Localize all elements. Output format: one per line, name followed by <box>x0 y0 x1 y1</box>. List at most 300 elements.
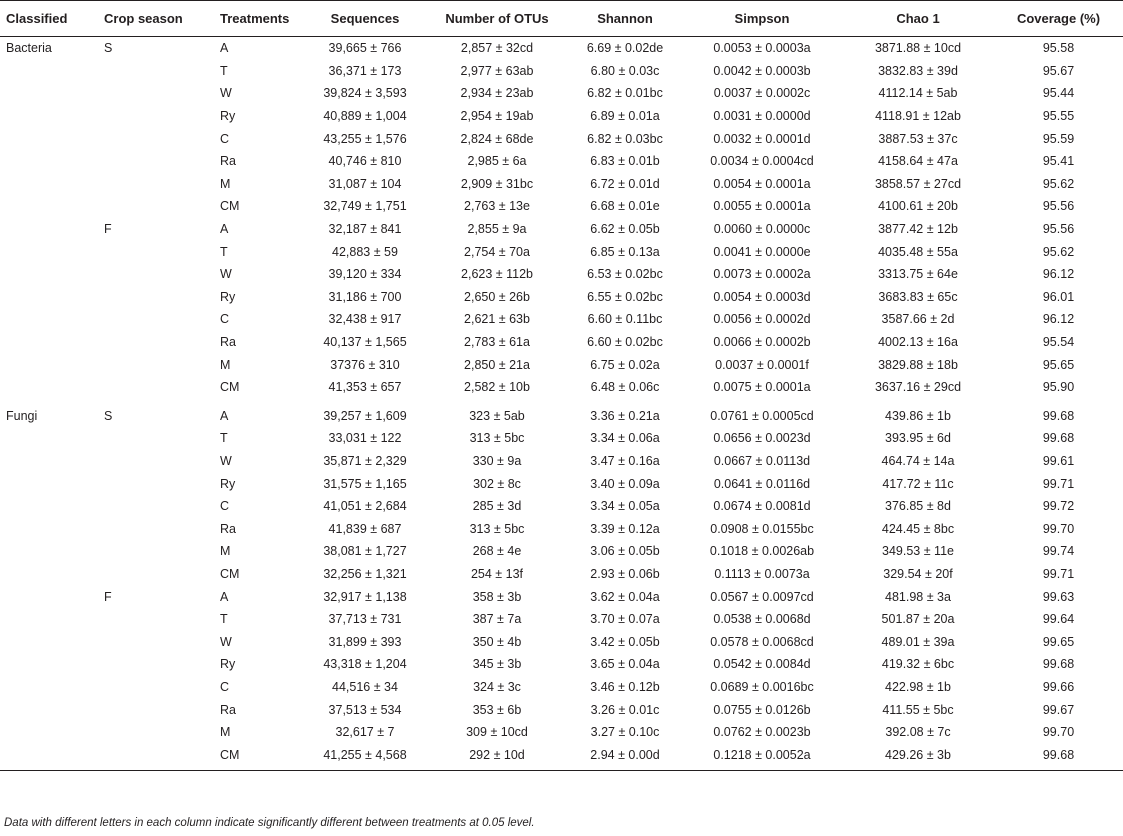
table-row <box>0 608 1123 631</box>
cell-classified <box>0 218 98 241</box>
cell-treatment: CM <box>220 566 240 581</box>
cell-otus: 2,824 ± 68de <box>460 131 534 146</box>
cell-shannon: 6.85 ± 0.13a <box>590 244 660 259</box>
cell-simpson: 0.0908 ± 0.0155bc <box>710 521 814 536</box>
cell-classified <box>0 450 98 473</box>
cell-otus: 350 ± 4b <box>472 634 522 649</box>
cell-treatment: M <box>220 725 231 740</box>
cell-classified <box>0 585 98 608</box>
cell-shannon: 6.68 ± 0.01e <box>590 199 660 214</box>
table-row <box>0 517 1123 540</box>
cell-sequences: 39,120 ± 334 <box>328 267 402 282</box>
cell-crop-season <box>98 127 214 150</box>
cell-otus: 323 ± 5ab <box>469 408 525 423</box>
cell-classified <box>0 150 98 173</box>
cell-simpson: 0.0538 ± 0.0068d <box>713 612 811 627</box>
cell-shannon: 6.55 ± 0.02bc <box>587 289 663 304</box>
cell-crop-season <box>98 263 214 286</box>
cell-chao1: 393.95 ± 6d <box>885 431 951 446</box>
cell-chao1: 411.55 ± 5bc <box>882 702 954 717</box>
cell-classified <box>0 743 98 770</box>
cell-treatment: M <box>220 176 231 191</box>
cell-coverage: 99.68 <box>1042 408 1075 423</box>
cell-crop-season <box>98 698 214 721</box>
table-row <box>0 263 1123 286</box>
cell-otus: 2,650 ± 26b <box>464 289 530 304</box>
cell-shannon: 6.62 ± 0.05b <box>590 222 660 237</box>
cell-crop-season <box>98 472 214 495</box>
cell-simpson: 0.0762 ± 0.0023b <box>713 725 811 740</box>
cell-classified <box>0 517 98 540</box>
cell-classified <box>0 608 98 631</box>
cell-coverage: 95.62 <box>1042 176 1075 191</box>
cell-crop-season <box>98 630 214 653</box>
cell-otus: 330 ± 9a <box>472 453 522 468</box>
cell-otus: 2,850 ± 21a <box>464 357 530 372</box>
cell-shannon: 3.62 ± 0.04a <box>590 589 660 604</box>
cell-crop-season <box>98 676 214 699</box>
cell-treatment: T <box>220 612 228 627</box>
cell-shannon: 3.26 ± 0.01c <box>590 702 660 717</box>
cell-sequences: 33,031 ± 122 <box>328 431 402 446</box>
cell-sequences: 31,087 ± 104 <box>328 176 402 191</box>
cell-otus: 353 ± 6b <box>472 702 522 717</box>
cell-otus: 345 ± 3b <box>472 657 522 672</box>
cell-simpson: 0.0037 ± 0.0002c <box>713 86 811 101</box>
cell-otus: 309 ± 10cd <box>466 725 528 740</box>
cell-crop-season <box>98 517 214 540</box>
cell-coverage: 99.67 <box>1042 702 1075 717</box>
cell-simpson: 0.0066 ± 0.0002b <box>713 335 811 350</box>
cell-treatment: Ra <box>220 335 236 350</box>
table-row <box>0 240 1123 263</box>
cell-shannon: 3.36 ± 0.21a <box>590 408 660 423</box>
cell-treatment: Ry <box>220 657 236 672</box>
cell-otus: 324 ± 3c <box>473 679 521 694</box>
table-row <box>0 585 1123 608</box>
cell-shannon: 3.27 ± 0.10c <box>590 725 660 740</box>
cell-coverage: 95.44 <box>1042 86 1075 101</box>
cell-sequences: 40,746 ± 810 <box>328 154 402 169</box>
cell-otus: 254 ± 13f <box>470 566 524 581</box>
cell-simpson: 0.0755 ± 0.0126b <box>713 702 811 717</box>
table-row <box>0 630 1123 653</box>
table-row <box>0 563 1123 586</box>
cell-otus: 285 ± 3d <box>472 499 522 514</box>
cell-otus: 387 ± 7a <box>472 612 522 627</box>
cell-simpson: 0.0689 ± 0.0016bc <box>710 679 814 694</box>
cell-coverage: 95.58 <box>1042 41 1075 56</box>
cell-treatment: M <box>220 357 231 372</box>
table-row <box>0 127 1123 150</box>
cell-crop-season <box>98 427 214 450</box>
cell-crop-season <box>98 495 214 518</box>
cell-otus: 313 ± 5bc <box>469 521 525 536</box>
cell-sequences: 31,899 ± 393 <box>328 634 402 649</box>
cell-simpson: 0.0037 ± 0.0001f <box>715 357 809 372</box>
cell-sequences: 41,255 ± 4,568 <box>304 743 426 770</box>
cell-treatment: A <box>220 41 229 56</box>
cell-simpson: 0.0042 ± 0.0003b <box>713 63 811 78</box>
cell-simpson: 0.1113 ± 0.0073a <box>714 566 810 581</box>
cell-classified <box>0 82 98 105</box>
cell-treatment: W <box>220 453 232 468</box>
cell-chao1: 4100.61 ± 20b <box>878 199 958 214</box>
cell-classified <box>0 353 98 376</box>
cell-sequences: 41,839 ± 687 <box>328 521 402 536</box>
cell-chao1: 439.86 ± 1b <box>885 408 951 423</box>
cell-crop-season <box>98 331 214 354</box>
cell-chao1: 376.85 ± 8d <box>885 499 951 514</box>
cell-classified <box>0 653 98 676</box>
cell-otus: 2,934 ± 23ab <box>460 86 534 101</box>
cell-sequences: 32,617 ± 7 <box>335 725 395 740</box>
cell-otus: 2,783 ± 61a <box>464 335 530 350</box>
cell-chao1: 3683.83 ± 65c <box>878 289 958 304</box>
cell-crop-season <box>98 173 214 196</box>
table-row <box>0 472 1123 495</box>
cell-crop-season <box>98 82 214 105</box>
cell-crop-season: F <box>104 589 112 604</box>
cell-classified <box>0 173 98 196</box>
cell-coverage: 99.68 <box>1042 657 1075 672</box>
cell-treatment: C <box>220 312 230 327</box>
cell-crop-season <box>98 743 214 770</box>
cell-classified <box>0 286 98 309</box>
table-row <box>0 331 1123 354</box>
cell-shannon: 2.94 ± 0.00d <box>568 743 682 770</box>
cell-shannon: 3.65 ± 0.04a <box>590 657 660 672</box>
cell-classified <box>0 630 98 653</box>
cell-otus: 2,582 ± 10b <box>464 380 530 395</box>
cell-treatment: T <box>220 63 228 78</box>
cell-simpson: 0.0674 ± 0.0081d <box>713 499 811 514</box>
cell-coverage: 99.68 <box>994 743 1123 770</box>
cell-simpson: 0.0054 ± 0.0001a <box>713 176 811 191</box>
cell-simpson: 0.0060 ± 0.0000c <box>713 222 811 237</box>
cell-sequences: 40,889 ± 1,004 <box>323 109 407 124</box>
header-shannon: Shannon <box>568 1 682 37</box>
cell-sequences: 32,917 ± 1,138 <box>323 589 407 604</box>
cell-shannon: 3.70 ± 0.07a <box>590 612 660 627</box>
cell-treatment: Ra <box>220 154 236 169</box>
header-treatments: Treatments <box>214 1 304 37</box>
cell-simpson: 0.1018 ± 0.0026ab <box>709 544 815 559</box>
cell-chao1: 424.45 ± 8bc <box>881 521 955 536</box>
cell-coverage: 95.56 <box>1042 199 1075 214</box>
cell-shannon: 6.53 ± 0.02bc <box>587 267 663 282</box>
cell-classified <box>0 105 98 128</box>
cell-simpson: 0.0578 ± 0.0068cd <box>710 634 814 649</box>
cell-coverage: 99.71 <box>1042 566 1075 581</box>
cell-crop-season <box>98 195 214 218</box>
cell-otus: 2,855 ± 9a <box>467 222 527 237</box>
cell-shannon: 6.83 ± 0.01b <box>590 154 660 169</box>
cell-coverage: 99.71 <box>1042 476 1075 491</box>
cell-otus: 2,623 ± 112b <box>461 267 533 282</box>
table-row <box>0 721 1123 744</box>
cell-coverage: 99.74 <box>1042 544 1075 559</box>
cell-crop-season <box>98 353 214 376</box>
cell-simpson: 0.0761 ± 0.0005cd <box>710 408 814 423</box>
header-simpson: Simpson <box>682 1 842 37</box>
cell-simpson: 0.0567 ± 0.0097cd <box>710 589 814 604</box>
cell-chao1: 4035.48 ± 55a <box>878 244 958 259</box>
cell-coverage: 95.41 <box>1042 154 1075 169</box>
cell-coverage: 95.65 <box>1042 357 1075 372</box>
cell-chao1: 3587.66 ± 2d <box>881 312 955 327</box>
cell-otus: 313 ± 5bc <box>469 431 525 446</box>
table-row <box>0 676 1123 699</box>
cell-treatment: W <box>220 634 232 649</box>
cell-coverage: 99.63 <box>1042 589 1075 604</box>
cell-chao1: 489.01 ± 39a <box>881 634 955 649</box>
table-row <box>0 743 1123 770</box>
header-crop-season: Crop season <box>98 1 214 37</box>
cell-simpson: 0.0073 ± 0.0002a <box>713 267 811 282</box>
cell-classified <box>0 195 98 218</box>
cell-treatment: T <box>220 244 228 259</box>
cell-simpson: 0.0055 ± 0.0001a <box>713 199 811 214</box>
table-row <box>0 150 1123 173</box>
cell-simpson: 0.0656 ± 0.0023d <box>713 431 811 446</box>
cell-treatment: CM <box>220 199 240 214</box>
table-row <box>0 37 1123 60</box>
cell-shannon: 6.60 ± 0.11bc <box>587 312 663 327</box>
table-row <box>0 376 1123 399</box>
cell-chao1: 349.53 ± 11e <box>882 544 954 559</box>
table-row <box>0 82 1123 105</box>
cell-otus: 2,954 ± 19ab <box>460 109 534 124</box>
cell-crop-season <box>98 563 214 586</box>
cell-chao1: 422.98 ± 1b <box>885 679 951 694</box>
cell-chao1: 4112.14 ± 5ab <box>878 86 958 101</box>
cell-coverage: 99.66 <box>1042 679 1075 694</box>
cell-crop-season <box>98 450 214 473</box>
cell-otus: 2,754 ± 70a <box>464 244 530 259</box>
cell-shannon: 3.42 ± 0.05b <box>590 634 660 649</box>
cell-otus: 302 ± 8c <box>473 476 521 491</box>
cell-coverage: 95.54 <box>1042 335 1075 350</box>
cell-otus: 292 ± 10d <box>426 743 568 770</box>
cell-classified <box>0 331 98 354</box>
cell-classified: Fungi <box>6 408 38 423</box>
cell-simpson: 0.1218 ± 0.0052a <box>682 743 842 770</box>
cell-coverage: 96.12 <box>1042 312 1075 327</box>
cell-simpson: 0.0075 ± 0.0001a <box>713 380 811 395</box>
cell-coverage: 95.59 <box>1042 131 1075 146</box>
cell-treatment: Ra <box>220 521 236 536</box>
cell-chao1: 3858.57 ± 27cd <box>874 176 962 191</box>
cell-classified <box>0 127 98 150</box>
cell-treatment: CM <box>214 743 304 770</box>
header-classified: Classified <box>0 1 98 37</box>
cell-coverage: 99.61 <box>1042 453 1075 468</box>
cell-crop-season <box>98 60 214 83</box>
cell-simpson: 0.0032 ± 0.0001d <box>713 131 811 146</box>
cell-sequences: 39,257 ± 1,609 <box>323 408 407 423</box>
cell-treatment: T <box>220 431 228 446</box>
table-row <box>0 540 1123 563</box>
cell-sequences: 32,187 ± 841 <box>328 222 402 237</box>
cell-classified: Bacteria <box>6 41 52 56</box>
cell-chao1: 501.87 ± 20a <box>881 612 955 627</box>
table-row <box>0 286 1123 309</box>
cell-otus: 268 ± 4e <box>472 544 522 559</box>
cell-chao1: 4158.64 ± 47a <box>878 154 958 169</box>
cell-classified <box>0 263 98 286</box>
cell-sequences: 40,137 ± 1,565 <box>323 335 407 350</box>
cell-shannon: 3.34 ± 0.05a <box>590 499 660 514</box>
cell-chao1: 3313.75 ± 64e <box>878 267 958 282</box>
cell-treatment: A <box>220 222 229 237</box>
cell-sequences: 32,749 ± 1,751 <box>323 199 407 214</box>
cell-treatment: M <box>220 544 231 559</box>
table-row <box>0 495 1123 518</box>
cell-treatment: C <box>220 679 230 694</box>
cell-crop-season: F <box>104 222 112 237</box>
cell-crop-season: S <box>104 408 113 423</box>
cell-shannon: 3.47 ± 0.16a <box>590 453 660 468</box>
cell-simpson: 0.0034 ± 0.0004cd <box>710 154 814 169</box>
cell-simpson: 0.0041 ± 0.0000e <box>713 244 811 259</box>
table-row <box>0 195 1123 218</box>
cell-classified <box>0 472 98 495</box>
cell-otus: 358 ± 3b <box>472 589 522 604</box>
table-row <box>0 105 1123 128</box>
cell-simpson: 0.0031 ± 0.0000d <box>713 109 811 124</box>
cell-classified <box>0 676 98 699</box>
cell-treatment: C <box>220 131 230 146</box>
cell-otus: 2,977 ± 63ab <box>460 63 534 78</box>
cell-sequences: 31,186 ± 700 <box>328 289 402 304</box>
cell-coverage: 99.68 <box>1042 431 1075 446</box>
cell-shannon: 6.72 ± 0.01d <box>590 176 660 191</box>
cell-coverage: 99.70 <box>1042 725 1075 740</box>
cell-shannon: 6.60 ± 0.02bc <box>587 335 663 350</box>
cell-coverage: 95.62 <box>1042 244 1075 259</box>
cell-crop-season <box>98 150 214 173</box>
header-otus: Number of OTUs <box>426 1 568 37</box>
cell-sequences: 32,438 ± 917 <box>328 312 402 327</box>
cell-treatment: W <box>220 267 232 282</box>
cell-shannon: 6.82 ± 0.03bc <box>587 131 663 146</box>
cell-treatment: Ry <box>220 109 236 124</box>
cell-coverage: 99.64 <box>1042 612 1075 627</box>
cell-otus: 2,763 ± 13e <box>464 199 530 214</box>
cell-crop-season: S <box>104 41 113 56</box>
cell-shannon: 2.93 ± 0.06b <box>590 566 660 581</box>
cell-coverage: 95.67 <box>1042 63 1075 78</box>
cell-shannon: 6.48 ± 0.06c <box>590 380 660 395</box>
table-row <box>0 698 1123 721</box>
cell-sequences: 42,883 ± 59 <box>332 244 398 259</box>
cell-classified <box>0 495 98 518</box>
cell-crop-season <box>98 608 214 631</box>
cell-crop-season <box>98 376 214 399</box>
cell-treatment: Ry <box>220 476 236 491</box>
cell-chao1: 4118.91 ± 12ab <box>875 109 961 124</box>
cell-coverage: 95.55 <box>1042 109 1075 124</box>
cell-treatment: Ry <box>220 289 236 304</box>
cell-classified <box>0 308 98 331</box>
cell-shannon: 3.40 ± 0.09a <box>590 476 660 491</box>
cell-crop-season <box>98 240 214 263</box>
cell-chao1: 3871.88 ± 10cd <box>874 41 962 56</box>
cell-crop-season <box>98 653 214 676</box>
cell-chao1: 4002.13 ± 16a <box>878 335 958 350</box>
cell-shannon: 3.06 ± 0.05b <box>590 544 660 559</box>
cell-crop-season <box>98 540 214 563</box>
cell-treatment: W <box>220 86 232 101</box>
cell-sequences: 39,665 ± 766 <box>328 41 402 56</box>
cell-treatment: Ra <box>220 702 236 717</box>
cell-sequences: 37376 ± 310 <box>330 357 400 372</box>
cell-simpson: 0.0667 ± 0.0113d <box>713 453 811 468</box>
cell-chao1: 481.98 ± 3a <box>885 589 951 604</box>
cell-coverage: 96.12 <box>1042 267 1075 282</box>
cell-shannon: 6.82 ± 0.01bc <box>587 86 663 101</box>
cell-classified <box>0 721 98 744</box>
cell-treatment: A <box>220 589 229 604</box>
cell-chao1: 429.26 ± 3b <box>842 743 994 770</box>
cell-coverage: 95.56 <box>1042 222 1075 237</box>
table-row <box>0 653 1123 676</box>
cell-otus: 2,909 ± 31bc <box>460 176 534 191</box>
table-row <box>0 450 1123 473</box>
cell-shannon: 6.75 ± 0.02a <box>590 357 660 372</box>
cell-sequences: 43,255 ± 1,576 <box>323 131 407 146</box>
cell-sequences: 41,051 ± 2,684 <box>323 499 407 514</box>
cell-chao1: 3887.53 ± 37c <box>878 131 958 146</box>
cell-coverage: 99.65 <box>1042 634 1075 649</box>
cell-chao1: 464.74 ± 14a <box>881 453 955 468</box>
cell-sequences: 36,371 ± 173 <box>328 63 402 78</box>
cell-sequences: 41,353 ± 657 <box>328 380 402 395</box>
cell-crop-season <box>98 308 214 331</box>
cell-sequences: 38,081 ± 1,727 <box>323 544 407 559</box>
header-coverage: Coverage (%) <box>994 1 1123 37</box>
cell-chao1: 3637.16 ± 29cd <box>874 380 962 395</box>
cell-otus: 2,985 ± 6a <box>467 154 527 169</box>
cell-coverage: 99.72 <box>1042 499 1075 514</box>
cell-simpson: 0.0641 ± 0.0116d <box>713 476 811 491</box>
header-row <box>0 1 1123 37</box>
table-footnote: Data with different letters in each column indicate significantly different between treatments at 0.05 level. <box>4 817 535 829</box>
table-row <box>0 173 1123 196</box>
cell-otus: 2,857 ± 32cd <box>460 41 534 56</box>
cell-otus: 2,621 ± 63b <box>464 312 530 327</box>
cell-classified <box>0 427 98 450</box>
cell-simpson: 0.0054 ± 0.0003d <box>713 289 811 304</box>
cell-sequences: 43,318 ± 1,204 <box>323 657 407 672</box>
cell-shannon: 6.80 ± 0.03c <box>590 63 660 78</box>
cell-simpson: 0.0542 ± 0.0084d <box>713 657 811 672</box>
table-row <box>0 353 1123 376</box>
cell-chao1: 392.08 ± 7c <box>885 725 951 740</box>
cell-crop-season <box>98 286 214 309</box>
table-body <box>0 37 1123 771</box>
cell-simpson: 0.0053 ± 0.0003a <box>713 41 811 56</box>
cell-sequences: 37,713 ± 731 <box>328 612 402 627</box>
table-row <box>0 60 1123 83</box>
table-row <box>0 399 1123 428</box>
cell-sequences: 37,513 ± 534 <box>328 702 402 717</box>
cell-treatment: C <box>220 499 230 514</box>
table-header <box>0 1 1123 37</box>
cell-coverage: 99.70 <box>1042 521 1075 536</box>
header-sequences: Sequences <box>304 1 426 37</box>
